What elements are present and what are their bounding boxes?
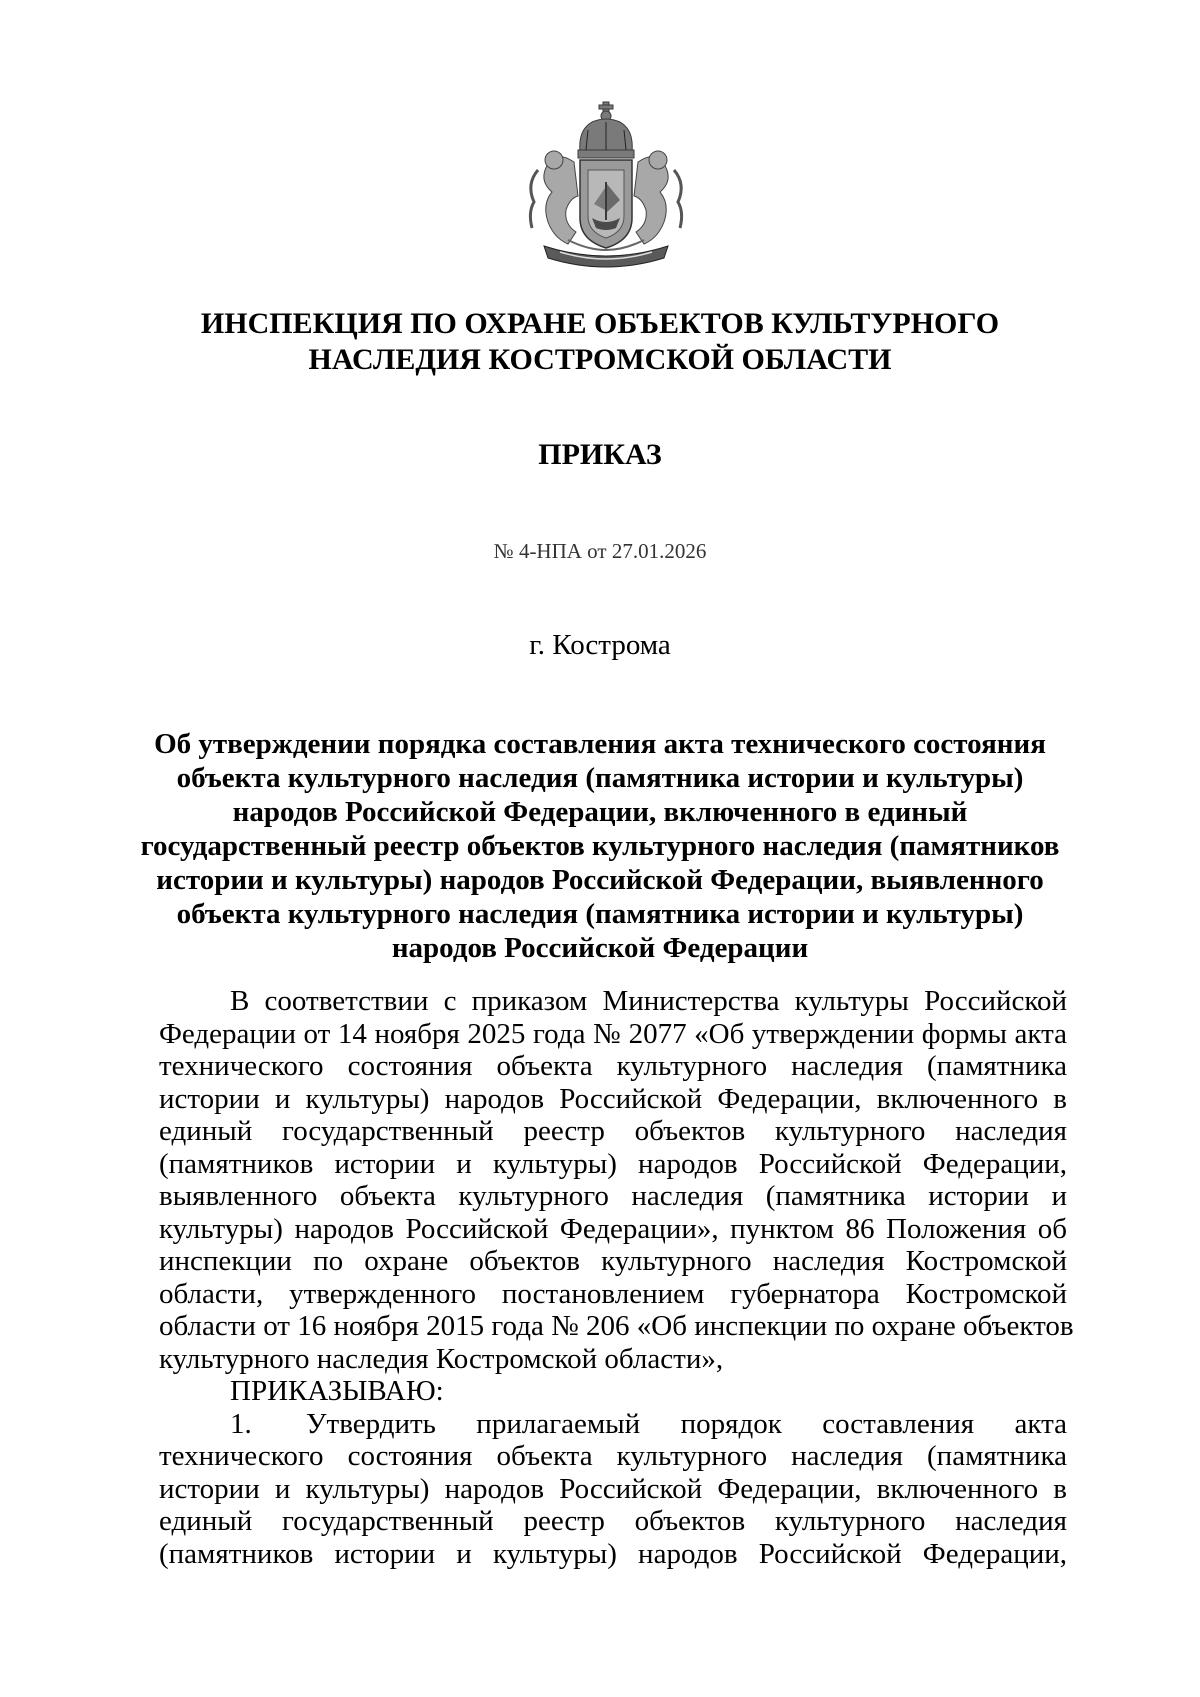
preamble-line: выявленного объекта культурного наследия (памятника истории и xyxy=(159,1180,1067,1212)
subject-line: объекта культурного наследия (памятника истории и культуры) xyxy=(176,762,1024,794)
subject-line: государственный реестр объектов культурного наследия (памятников xyxy=(140,830,1060,862)
preamble-line: области, утвержденного постановлением губернатора Костромской xyxy=(159,1277,1067,1310)
organization-title-line: НАСЛЕДИЯ КОСТРОМСКОЙ ОБЛАСТИ xyxy=(308,343,892,376)
order-word: ПРИКАЗЫВАЮ: xyxy=(230,1375,444,1407)
item-1-line: истории и культуры) народов Российской Федерации, включенного в xyxy=(159,1472,1067,1505)
item-1-first-line xyxy=(159,1408,1067,1441)
preamble-line: В соответствии с приказом Министерства культуры Российской xyxy=(230,985,1067,1017)
document-kind: ПРИКАЗ xyxy=(538,438,662,471)
subject-line: объекта культурного наследия (памятника истории и культуры) xyxy=(176,898,1024,930)
preamble-line: технического состояния объекта культурного наследия (памятника xyxy=(159,1050,1067,1082)
organization-title xyxy=(120,306,1080,378)
subject-line: истории и культуры) народов Российской Федерации, выявленного xyxy=(156,864,1044,896)
item-1-line: технического состояния объекта культурного наследия (памятника xyxy=(159,1440,1067,1472)
preamble-line: культуры) народов Российской Федерации», пунктом 86 Положения об xyxy=(159,1212,1067,1245)
preamble-line: инспекции по охране объектов культурного наследия Костромской xyxy=(159,1245,1067,1277)
preamble-line: единый государственный реестр объектов культурного наследия xyxy=(159,1115,1067,1147)
document-number: № 4-НПА от 27.01.2026 xyxy=(493,539,707,563)
item-1-number: 1. xyxy=(230,1407,252,1440)
document-body xyxy=(159,985,1074,1570)
item-1-text: Утвердить прилагаемый порядок составления акта xyxy=(306,1407,1067,1440)
item-1-line: единый государственный реестр объектов культурного наследия xyxy=(159,1505,1067,1537)
item-1-line: (памятников истории и культуры) народов Российской Федерации, xyxy=(159,1537,1067,1570)
preamble-line: культурного наследия Костромской области», xyxy=(159,1342,724,1375)
preamble-line: истории и культуры) народов Российской Федерации, включенного в xyxy=(159,1082,1067,1115)
document-subject xyxy=(120,727,1080,965)
preamble-line: (памятников истории и культуры) народов Российской Федерации, xyxy=(159,1147,1067,1180)
subject-line: народов Российской Федерации, включенного в единый xyxy=(232,796,968,828)
organization-title-line: ИНСПЕКЦИЯ ПО ОХРАНЕ ОБЪЕКТОВ КУЛЬТУРНОГО xyxy=(200,307,1000,340)
preamble-line: Федерации от 14 ноября 2025 года № 2077 «Об утверждении формы акта xyxy=(159,1017,1067,1050)
subject-line: народов Российской Федерации xyxy=(391,932,809,964)
subject-line: Об утверждении порядка составления акта технического состояния xyxy=(154,728,1046,760)
document-city: г. Кострома xyxy=(529,629,671,661)
preamble-line: области от 16 ноября 2015 года № 206 «Об инспекции по охране объектов xyxy=(159,1310,1074,1342)
coat-of-arms-icon xyxy=(508,100,704,278)
